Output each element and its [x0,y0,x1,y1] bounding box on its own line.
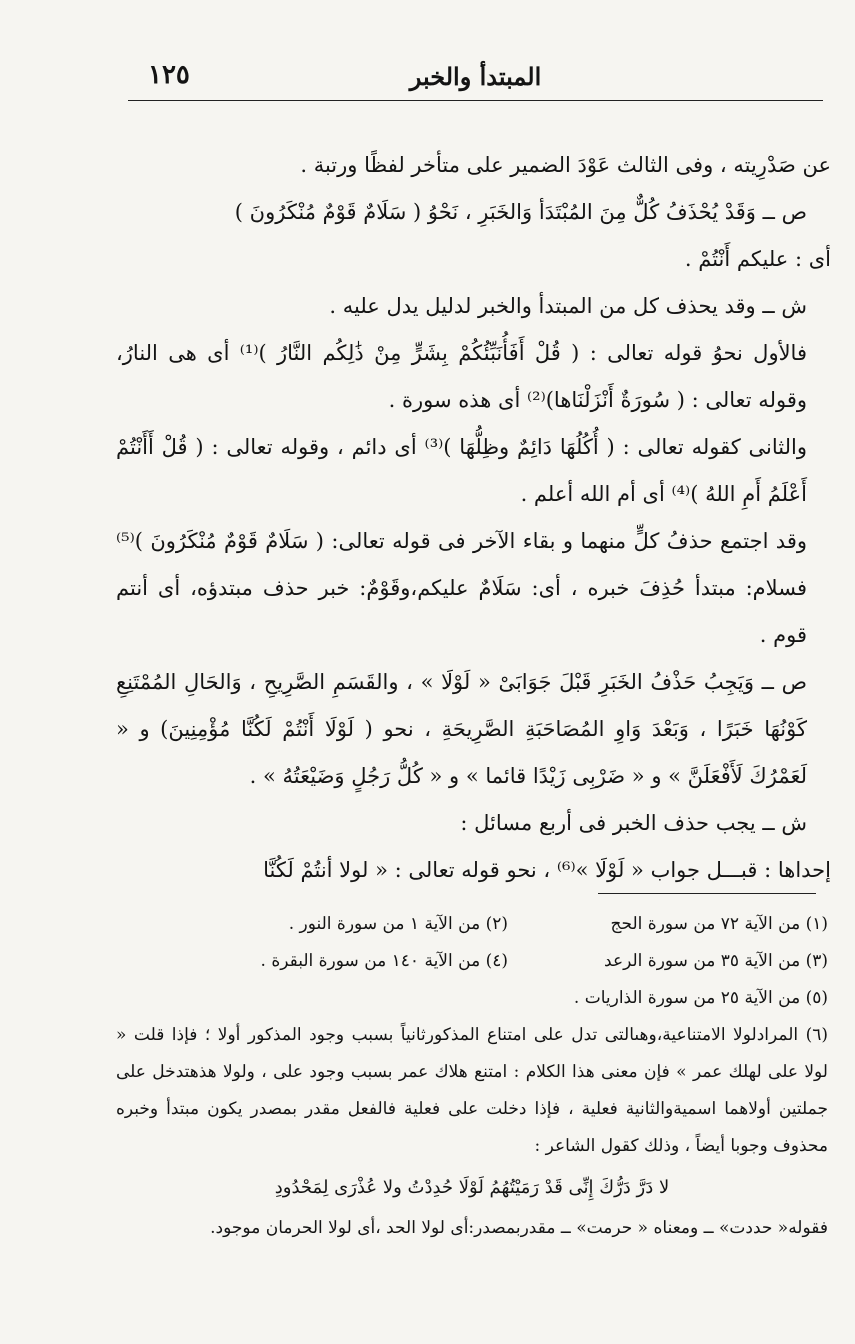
paragraph: ش ــ وقد يحذف كل من المبتدأ والخبر لدليل يدل عليه . [329,294,807,318]
footnote: (٢) من الآية ١ من سورة النور . [288,914,508,934]
footnote: (٥) من الآية ٢٥ من سورة الذاريات . [573,988,828,1008]
paragraph: ص ــ وَيَجِبُ حَذْفُ الخَبَرِ قَبْلَ جَوَابَىْ « لَوْلَا » ، والقَسَمِ الصَّرِيحِ ، وَالحَالِ المُمْتَنِعِ كَوْنُهَا خَبَرًا ، وَبَعْدَ وَاوِ المُصَاحَبَةِ الصَّرِيحَةِ ، نحو ( لَوْلَا أَنْتُمْ لَكُنَّا مُؤْمِنِينَ) و « لَعَمْرُكَ لَأَفْعَلَنَّ » و « ضَرْبِى زَيْدًا قائما » و « كُلُّ رَجُلٍ وَضَيْعَتُهُ » . [116,670,807,788]
footnote: فقوله« حددت» ــ ومعناه « حرمت» ــ مقدربمصدر:أى لولا الحد ،أى لولا الحرمان موجود. [210,1218,828,1238]
paragraph: أى : عليكم أَنْتُمْ . [684,247,831,271]
paragraph: فالأول نحوُ قوله تعالى : ( قُلْ أَفَأُنَبِّئُكُمْ بِشَرٍّ مِنْ ذَٰلِكُم النَّارُ )⁽¹⁾ أى هى النارُ، وقوله تعالى : ( سُورَةٌ أَنْزَلْنَاها)⁽²⁾ أى هذه سورة . [116,341,807,412]
page-header [128,58,823,98]
footnotes [116,906,828,1247]
paragraph: ص ــ وَقَدْ يُحْذَفُ كُلٌّ مِنَ المُبْتَدَأ وَالخَبَرِ ، نَحْوُ ( سَلَامٌ قَوْمٌ مُنْكَرُونَ ) [234,200,807,224]
paragraph: إحداها : قبـــل جواب « لَوْلَا »⁽⁶⁾ ، نحو قوله تعالى : « لولا أنتُمْ لَكُنَّا [263,858,831,882]
footnote: (١) من الآية ٧٢ من سورة الحج [610,914,828,934]
footnote: (٣) من الآية ٣٥ من سورة الرعد [604,951,828,971]
running-title: المبتدأ والخبر [409,62,542,91]
footnote-divider [598,893,816,894]
footnote-row [116,943,828,980]
page-number: ١٢٥ [148,60,190,90]
paragraph: وقد اجتمع حذفُ كلٍّ منهما و بقاء الآخر فى قوله تعالى: ( سَلَامٌ قَوْمٌ مُنْكَرُونَ )⁽⁵⁾ فسلام: مبتدأ حُذِفَ خبره ، أى: سَلَامٌ عليكم،وقَوْمٌ: خبر حذف مبتدؤه، أى أنتم قوم . [116,529,807,647]
paragraph: ش ــ يجب حذف الخبر فى أربع مسائل : [460,811,807,835]
footnote: (٦) المرادلولا الامتناعية،وهىالتى تدل على امتناع المذكورثانياً بسبب وجود المذكور أولا ؛ فإذا قلت « لولا على لهلك عمر » فإن معنى هذا الكلام : امتنع هلاك عمر بسبب وجود على ، ولولا هذهتدخل على جملتين أولاهما اسميةوالثانية فعلية ، فإذا دخلت على فعلية فالفعل مقدر بمصدر يكون مبتدأ وخبره محذوف وجوبا أيضاً ، وذلك كقول الشاعر : [116,1025,828,1156]
poetry-verse: لا دَرَّ دَرُّكَ إِنِّى قَدْ رَمَيْتُهُمُ لَوْلَا حُدِدْتُ ولا عُذْرَى لِمَحْدُودِ [274,1177,670,1198]
paragraph: والثانى كقوله تعالى : ( أُكُلُهَا دَائِمٌ وظِلُّهَا )⁽³⁾ أى دائم ، وقوله تعالى : ( قُلْ أَأَنْتُمْ أَعْلَمُ أَمِ اللهُ )⁽⁴⁾ أى أم الله أعلم . [116,435,808,506]
footnote: (٤) من الآية ١٤٠ من سورة البقرة . [260,951,508,971]
paragraph: عن صَدْرِيته ، وفى الثالث عَوْدَ الضمير على متأخر لفظًا ورتبة . [300,153,831,177]
header-divider [128,100,823,101]
main-text [116,142,831,894]
footnote-row [116,906,828,943]
